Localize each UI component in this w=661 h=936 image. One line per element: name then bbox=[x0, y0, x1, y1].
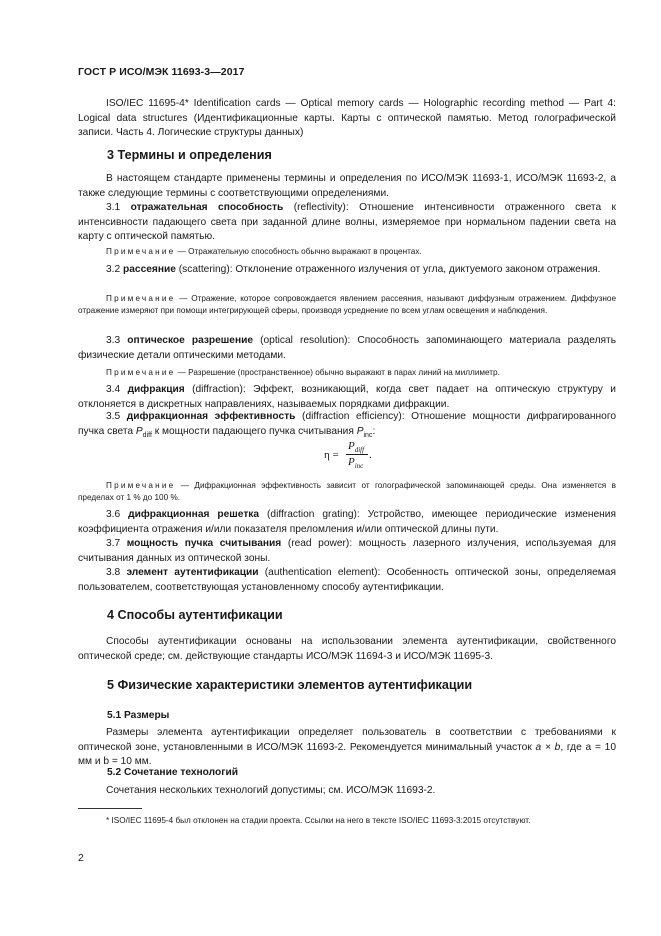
section-5-2-heading: 5.2 Сочетание технологий bbox=[107, 767, 238, 778]
footnote: * ISO/IEC 11695-4 был отклонен на стадии проекта. Ссылки на него в тексте ISO/IEC 11693-3:2015 отсутствуют. bbox=[106, 816, 531, 825]
note-3-3 bbox=[78, 367, 616, 379]
footnote-separator bbox=[78, 808, 142, 809]
term-definition: (optical resolution): Способность запоминающего материала разделять физические детали оптическими методами. bbox=[78, 335, 616, 361]
term-3-7 bbox=[78, 537, 616, 566]
term-3-5 bbox=[78, 410, 616, 443]
term-3-6 bbox=[78, 508, 616, 537]
running-header: ГОСТ Р ИСО/МЭК 11693-3—2017 bbox=[78, 66, 245, 78]
term-number: 3.1 bbox=[106, 202, 121, 213]
symbol-p: P bbox=[135, 425, 143, 437]
note-3-2 bbox=[78, 293, 616, 318]
page-number: 2 bbox=[78, 852, 84, 864]
term-definition: (diffraction efficiency): Отношение мощности дифрагированного пучка света bbox=[78, 411, 616, 437]
term-number: 3.5 bbox=[106, 411, 121, 422]
intro-reference: ISO/IEC 11695-4* Identification cards — Optical memory cards — Holographic recording method — Part 4: Logical data structures (Идентификационные карты. Карты с оптической памятью. Метод голографической записи. Часть 4. Логические структуры данных) bbox=[78, 98, 616, 139]
term-number: 3.3 bbox=[106, 335, 121, 346]
term-definition: (read power): мощность лазерного излучения, используемая для считывания данных из оптической зоны. bbox=[78, 538, 616, 564]
fraction-bar bbox=[346, 454, 368, 455]
term-3-4 bbox=[78, 383, 616, 412]
term-definition-cont: к мощности падающего пучка считывания bbox=[151, 425, 357, 437]
section-5-1-text: Размеры элемента аутентификации определяет пользователь в соответствии с требованиями к оптической зоне, установленными в ИСО/МЭК 11693-2. Рекомендуется минимальный участок a × b, где a = 10 мм и b = 10 мм. bbox=[78, 727, 617, 768]
section-4-text: Способы аутентификации основаны на использовании элемента аутентификации, свойственного оптической среде; см. действующие стандарты ИСО/МЭК 11694-3 и ИСО/МЭК 11695-3. bbox=[78, 636, 616, 662]
term-title: рассеяние bbox=[123, 264, 176, 275]
note-3-1 bbox=[78, 246, 616, 258]
term-title: отражательная способность bbox=[130, 202, 284, 213]
term-definition: (scattering): Отклонение отраженного излучения от угла, диктуемого законом отражения. bbox=[175, 264, 601, 275]
term-number: 3.4 bbox=[106, 384, 121, 395]
term-title: дифракция bbox=[127, 384, 185, 395]
term-definition: (reflectivity): Отношение интенсивности отраженного света к интенсивности падающего света при заданной длине волны, измеряемое при нормальном падении света на карту с оптической памятью. bbox=[78, 202, 616, 243]
term-definition: (diffraction): Эффект, возникающий, когда свет падает на оптическую структуру и отклоняется в дискретных направлениях, называемых порядками дифракции. bbox=[78, 384, 616, 410]
term-3-1 bbox=[78, 201, 616, 245]
term-title: мощность пучка считывания bbox=[126, 538, 282, 549]
subscript-diff: diff bbox=[142, 431, 152, 439]
term-title: дифракционная эффективность bbox=[126, 411, 296, 422]
term-number: 3.6 bbox=[106, 509, 121, 520]
term-number: 3.8 bbox=[106, 567, 121, 578]
area-dimensions: a × b bbox=[535, 741, 561, 753]
term-title: элемент аутентификации bbox=[126, 567, 259, 578]
term-definition: (diffraction grating): Устройство, имеющее периодические изменения коэффициента отражения и/или показателя преломления и/или оптической длины пути. bbox=[78, 509, 616, 535]
note-3-5 bbox=[78, 480, 616, 505]
formula-end: . bbox=[369, 449, 372, 461]
note-label: Примечание bbox=[106, 294, 176, 303]
term-definition: (authentication element): Особенность оптической зоны, определяемая пользователем, соответствующая установленному способу аутентификации. bbox=[78, 567, 616, 593]
term-3-3 bbox=[78, 334, 616, 363]
term-number: 3.7 bbox=[106, 538, 121, 549]
term-definition-end: : bbox=[372, 425, 376, 437]
section-5-heading: 5 Физические характеристики элементов аутентификации bbox=[107, 678, 473, 692]
section-5-2-text: Сочетания нескольких технологий допустимы; см. ИСО/МЭК 11693-2. bbox=[106, 785, 436, 796]
area-values: a = 10 мм и b = 10 мм. bbox=[78, 741, 617, 768]
formula-numerator: $P_{diff}$ bbox=[348, 440, 365, 454]
section-3-heading: 3 Термины и определения bbox=[107, 148, 272, 162]
term-3-8 bbox=[78, 566, 616, 595]
note-text: — Дифракционная эффективность зависит от голографической запоминающей среды. Она изменяется в пределах от 1 % до 100 %. bbox=[78, 481, 616, 503]
note-label: Примечание bbox=[106, 481, 176, 490]
note-label: Примечание bbox=[106, 368, 176, 377]
term-title: дифракционная решетка bbox=[128, 509, 260, 520]
note-text: — Отражение, которое сопровождается явлением рассеяния, называют диффузным отражением. Диффузное отражение измеряют при помощи интегрирующей сферы, производя усреднение по всем углам освещения и наблюдения. bbox=[78, 294, 616, 316]
section-4-heading: 4 Способы аутентификации bbox=[107, 608, 283, 622]
note-text: — Разрешение (пространственное) обычно выражают в парах линий на миллиметр. bbox=[175, 368, 500, 377]
diffraction-efficiency-formula bbox=[324, 440, 424, 470]
term-title: оптическое разрешение bbox=[127, 335, 254, 346]
note-text: — Отражательную способность обычно выражают в процентах. bbox=[175, 247, 422, 256]
term-number: 3.2 bbox=[106, 264, 121, 275]
note-label: Примечание bbox=[106, 247, 176, 256]
section-5-1-heading: 5.1 Размеры bbox=[107, 710, 170, 721]
formula-denominator: $P_{inc}$ bbox=[348, 456, 364, 470]
subscript-inc: inc bbox=[363, 431, 373, 439]
term-3-2 bbox=[78, 263, 616, 278]
section-3-intro: В настоящем стандарте применены термины и определения по ИСО/МЭК 11693-1, ИСО/МЭК 11693-2, а также следующие термины с соответствующими определениями. bbox=[78, 173, 616, 199]
symbol-p: P bbox=[356, 425, 364, 437]
formula-lhs: η = bbox=[324, 449, 339, 461]
